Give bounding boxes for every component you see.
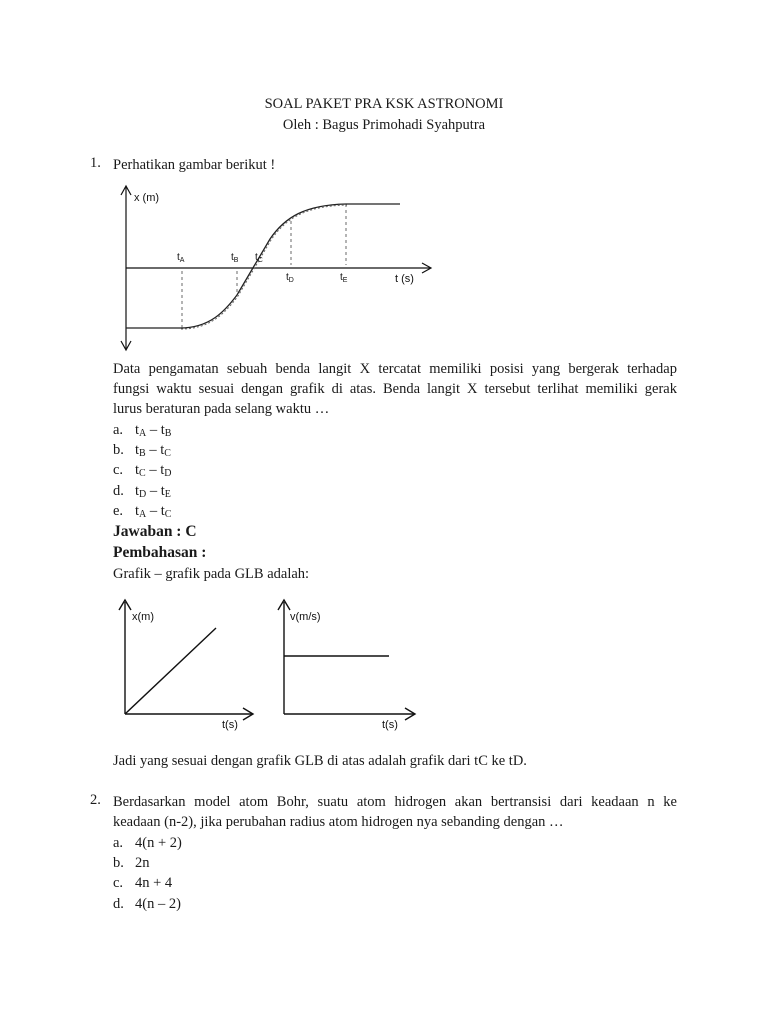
x-axis-label: t (s) xyxy=(395,273,414,285)
question-1-conclusion: Jadi yang sesuai dengan grafik GLB di atas adalah grafik dari tC ke tD. xyxy=(113,753,527,769)
position-curve xyxy=(126,204,400,328)
discussion-text: Grafik – grafik pada GLB adalah: xyxy=(113,566,310,582)
tick-label-tA: $t_A$ xyxy=(177,252,185,264)
question-2-text-line-1: Berdasarkan model atom Bohr, suatu atom hidrogen akan bertransisi dari keadaan n ke xyxy=(113,794,677,810)
position-curve-dots xyxy=(181,205,347,329)
q2-option-d: d. 4(n – 2) xyxy=(113,896,181,912)
question-1-text-line-2: fungsi waktu sesuai dengan grafik di atas. Benda langit X tersebut terlihat memiliki gerak xyxy=(113,381,677,397)
option-d: d. $t_D - t_E$ xyxy=(113,483,171,500)
y-axis-label: x(m) xyxy=(132,611,154,623)
y-axis-label: v(m/s) xyxy=(290,611,321,623)
q2-option-b: b. 2n xyxy=(113,855,150,871)
option-a: a. $t_A - t_B$ xyxy=(113,422,172,439)
tick-label-tE: $t_E$ xyxy=(340,272,348,284)
tick-label-tB: $t_B$ xyxy=(231,252,239,264)
question-2-number: 2. xyxy=(90,792,101,808)
glb-velocity-time-graph xyxy=(270,596,420,732)
option-b: b. $t_B - t_C$ xyxy=(113,442,171,459)
question-2-text-line-2: keadaan (n-2), jika perubahan radius atom hidrogen nya sebanding dengan … xyxy=(113,814,564,830)
document-title: SOAL PAKET PRA KSK ASTRONOMI xyxy=(264,96,504,112)
question-1-text-line-3: lurus beraturan pada selang waktu … xyxy=(113,401,330,417)
glb-position-time-graph xyxy=(112,596,260,732)
q2-option-c: c. 4n + 4 xyxy=(113,875,173,891)
y-axis-label: x (m) xyxy=(134,192,160,204)
x-axis-label: t(s) xyxy=(222,719,238,731)
option-e: e. $t_A - t_C$ xyxy=(113,503,172,520)
question-1-text-line-1: Data pengamatan sebuah benda langit X tercatat memiliki posisi yang bergerak terhadap xyxy=(113,361,677,377)
tick-label-tD: $t_D$ xyxy=(286,272,294,284)
tick-label-tC: $t_C$ xyxy=(255,252,263,264)
position-time-graph xyxy=(110,183,440,353)
option-c: c. $t_C - t_D$ xyxy=(113,462,172,479)
document-author: Oleh : Bagus Primohadi Syahputra xyxy=(282,117,486,133)
question-1-number: 1. xyxy=(90,155,101,171)
x-axis-label: t(s) xyxy=(382,719,398,731)
q2-option-a: a. 4(n + 2) xyxy=(113,835,182,851)
answer-label: Jawaban : C xyxy=(113,523,197,540)
question-1-prompt: Perhatikan gambar berikut ! xyxy=(113,157,276,173)
linear-position-line xyxy=(125,628,216,714)
discussion-title: Pembahasan : xyxy=(113,544,207,561)
